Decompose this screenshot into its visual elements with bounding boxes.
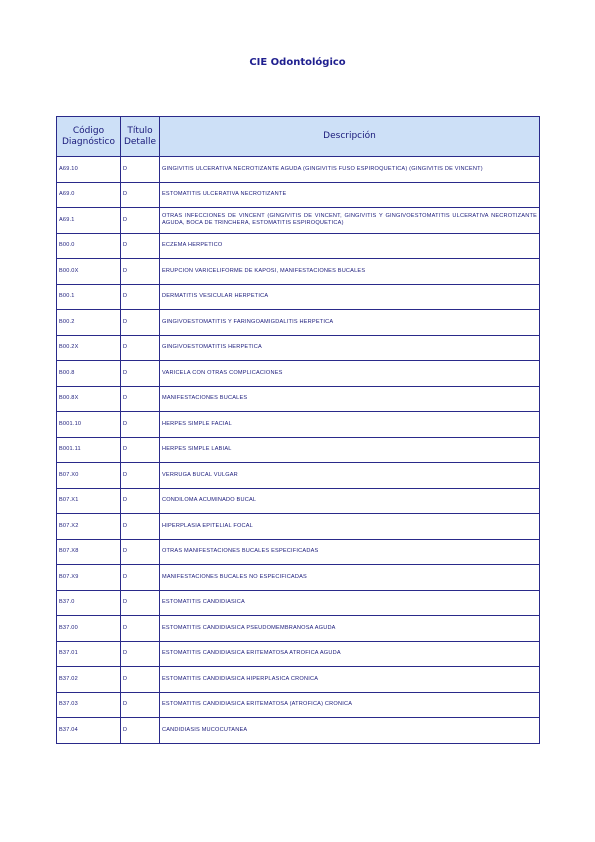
code-cell: A69.10: [57, 157, 121, 183]
description-cell: ESTOMATITIS CANDIDIASICA HIPERPLASICA CRONICA: [160, 667, 540, 693]
code-cell: B00.0: [57, 233, 121, 259]
code-cell: B37.01: [57, 641, 121, 667]
header-descripcion: Descripción: [160, 117, 540, 157]
page-title: CIE Odontológico: [249, 57, 346, 68]
table-row: [57, 284, 540, 310]
description-cell: OTRAS INFECCIONES DE VINCENT (GINGIVITIS DE VINCENT, GINGIVITIS Y GINGIVOESTOMATITIS ULCERATIVA NECROTIZANTE AGUDA, BOCA DE TRINCHERA, ESTOMATITIS ESPIROQUETICA): [160, 208, 540, 234]
description-cell: ESTOMATITIS CANDIDIASICA PSEUDOMEMBRANOSA AGUDA: [160, 616, 540, 642]
table-row: [57, 437, 540, 463]
table-row: [57, 463, 540, 489]
code-cell: B07.X0: [57, 463, 121, 489]
code-cell: B00.0X: [57, 259, 121, 285]
table-row: [57, 259, 540, 285]
description-cell: MANIFESTACIONES BUCALES NO ESPECIFICADAS: [160, 565, 540, 591]
description-cell: CANDIDIASIS MUCOCUTANEA: [160, 718, 540, 744]
table-row: [57, 488, 540, 514]
table-row: [57, 616, 540, 642]
description-cell: CONDILOMA ACUMINADO BUCAL: [160, 488, 540, 514]
table-row: [57, 233, 540, 259]
table-row: [57, 386, 540, 412]
titulo-cell: D: [121, 259, 160, 285]
code-cell: B37.0: [57, 590, 121, 616]
description-cell: GINGIVOESTOMATITIS HERPETICA: [160, 335, 540, 361]
titulo-cell: D: [121, 412, 160, 438]
titulo-cell: D: [121, 565, 160, 591]
description-cell: ECZEMA HERPETICO: [160, 233, 540, 259]
description-cell: DERMATITIS VESICULAR HERPETICA: [160, 284, 540, 310]
description-cell: ESTOMATITIS CANDIDIASICA ERITEMATOSA ATROFICA AGUDA: [160, 641, 540, 667]
table-row: [57, 718, 540, 744]
table-row: [57, 565, 540, 591]
code-cell: B001.10: [57, 412, 121, 438]
table-row: [57, 641, 540, 667]
titulo-cell: D: [121, 157, 160, 183]
table-row: [57, 539, 540, 565]
table-row: [57, 412, 540, 438]
code-cell: B00.8: [57, 361, 121, 387]
code-cell: B07.X2: [57, 514, 121, 540]
titulo-cell: D: [121, 590, 160, 616]
titulo-cell: D: [121, 335, 160, 361]
titulo-cell: D: [121, 463, 160, 489]
description-cell: MANIFESTACIONES BUCALES: [160, 386, 540, 412]
table-row: [57, 157, 540, 183]
titulo-cell: D: [121, 233, 160, 259]
description-cell: GINGIVOESTOMATITIS Y FARINGOAMIGDALITIS HERPETICA: [160, 310, 540, 336]
code-cell: B001.11: [57, 437, 121, 463]
description-cell: ESTOMATITIS CANDIDIASICA ERITEMATOSA (ATROFICA) CRONICA: [160, 692, 540, 718]
code-cell: B37.03: [57, 692, 121, 718]
description-cell: ESTOMATITIS CANDIDIASICA: [160, 590, 540, 616]
table-row: [57, 335, 540, 361]
titulo-cell: D: [121, 641, 160, 667]
description-cell: HIPERPLASIA EPITELIAL FOCAL: [160, 514, 540, 540]
description-cell: HERPES SIMPLE LABIAL: [160, 437, 540, 463]
description-cell: OTRAS MANIFESTACIONES BUCALES ESPECIFICADAS: [160, 539, 540, 565]
titulo-cell: D: [121, 539, 160, 565]
table-row: [57, 514, 540, 540]
table-header-row: [57, 117, 540, 157]
titulo-cell: D: [121, 667, 160, 693]
table-row: [57, 692, 540, 718]
code-cell: B37.02: [57, 667, 121, 693]
titulo-cell: D: [121, 488, 160, 514]
titulo-cell: D: [121, 514, 160, 540]
header-code: Código Diagnóstico: [57, 117, 121, 157]
table-row: [57, 208, 540, 234]
diagnosis-table: [56, 116, 540, 744]
code-cell: B00.2X: [57, 335, 121, 361]
table-row: [57, 310, 540, 336]
description-cell: VERRUGA BUCAL VULGAR: [160, 463, 540, 489]
code-cell: B00.1: [57, 284, 121, 310]
description-cell: ERUPCION VARICELIFORME DE KAPOSI, MANIFESTACIONES BUCALES: [160, 259, 540, 285]
titulo-cell: D: [121, 182, 160, 208]
description-cell: HERPES SIMPLE FACIAL: [160, 412, 540, 438]
code-cell: B37.00: [57, 616, 121, 642]
code-cell: A69.1: [57, 208, 121, 234]
code-cell: B07.X8: [57, 539, 121, 565]
code-cell: B07.X9: [57, 565, 121, 591]
code-cell: B37.04: [57, 718, 121, 744]
titulo-cell: D: [121, 692, 160, 718]
titulo-cell: D: [121, 437, 160, 463]
description-cell: GINGIVITIS ULCERATIVA NECROTIZANTE AGUDA (GINGIVITIS FUSO ESPIROQUETICA) (GINGIVITIS DE VINCENT): [160, 157, 540, 183]
description-cell: ESTOMATITIS ULCERATIVA NECROTIZANTE: [160, 182, 540, 208]
titulo-cell: D: [121, 284, 160, 310]
table-row: [57, 361, 540, 387]
titulo-cell: D: [121, 310, 160, 336]
titulo-cell: D: [121, 718, 160, 744]
header-titulo: Título Detalle: [121, 117, 160, 157]
table-row: [57, 590, 540, 616]
table-row: [57, 182, 540, 208]
titulo-cell: D: [121, 386, 160, 412]
table-row: [57, 667, 540, 693]
description-cell: VARICELA CON OTRAS COMPLICACIONES: [160, 361, 540, 387]
code-cell: B00.2: [57, 310, 121, 336]
titulo-cell: D: [121, 616, 160, 642]
code-cell: A69.0: [57, 182, 121, 208]
titulo-cell: D: [121, 208, 160, 234]
code-cell: B07.X1: [57, 488, 121, 514]
titulo-cell: D: [121, 361, 160, 387]
code-cell: B00.8X: [57, 386, 121, 412]
